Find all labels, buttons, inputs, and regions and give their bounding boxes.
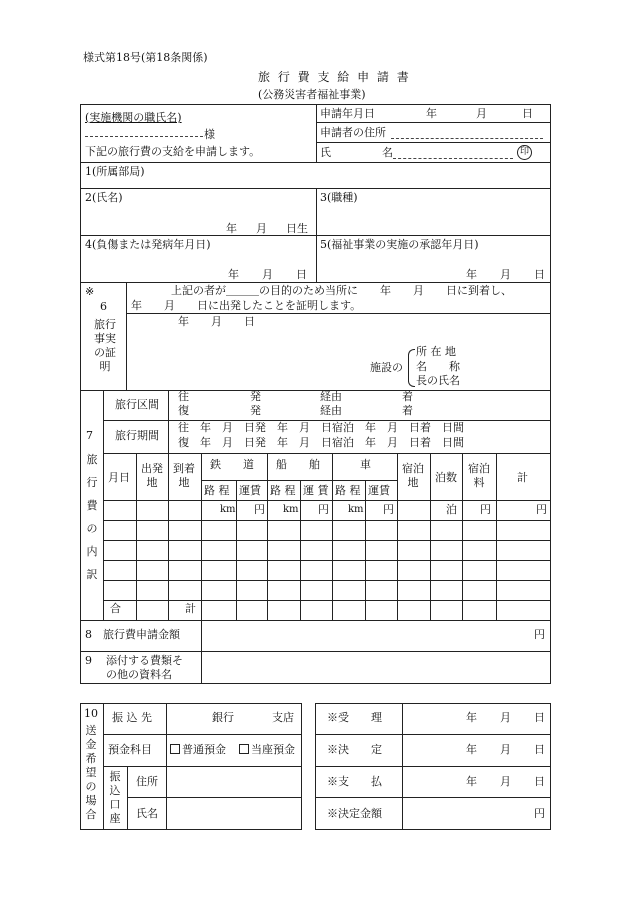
account-vertical-label: 振込口座 <box>109 770 121 825</box>
facility-prefix: 施設の <box>370 361 403 374</box>
return-chaku: 着 <box>402 404 413 417</box>
approval-year-label: 年 <box>466 268 477 281</box>
unit-rail-yen: 円 <box>254 503 265 516</box>
attachments-label-1: 添付する費類そ <box>106 654 183 667</box>
org-name-line[interactable] <box>85 136 203 137</box>
approval-day-label: 日 <box>534 268 545 281</box>
dept-label: 1(所属部局) <box>85 165 145 178</box>
transfer-dest-label: 振 込 先 <box>112 711 152 724</box>
facility-head: 長の氏名 <box>416 374 460 387</box>
applicant-name-label-2: 名 <box>382 146 393 159</box>
col-date: 月日 <box>108 471 130 484</box>
cert-mark: ※ <box>85 285 95 298</box>
car-fare: 運賃 <box>368 484 390 497</box>
app-month-label: 月 <box>476 107 487 120</box>
period-return: 復 年 月 日発 年 月 日宿泊 年 月 日着 日間 <box>178 436 464 449</box>
col-rail: 鉄 道 <box>210 458 254 471</box>
paid-year: 年 <box>466 775 477 788</box>
facility-name: 名 称 <box>416 360 460 373</box>
ordinary-checkbox[interactable] <box>170 744 180 754</box>
account-type-label: 預金科目 <box>108 743 152 756</box>
col-lodging-place: 宿泊地 <box>402 462 424 489</box>
return-label: 復 <box>178 404 189 417</box>
unit-car-yen: 円 <box>383 503 394 516</box>
name-label: 2(氏名) <box>85 191 123 204</box>
sama-label: 様 <box>204 128 215 141</box>
form-number: 様式第18号(第18条関係) <box>83 51 208 64</box>
office-decided-label: ※決 定 <box>327 743 382 756</box>
attachments-number: 9 <box>85 654 92 667</box>
travel-period-label: 旅行期間 <box>115 429 159 442</box>
sum-label-1: 合 <box>110 602 121 615</box>
request-text: 下記の旅行費の支給を申請します。 <box>85 145 261 158</box>
injury-month-label: 月 <box>262 268 273 281</box>
application-date-label: 申請年月日 <box>320 107 375 120</box>
birth-month-label: 月 <box>256 222 267 235</box>
col-lodging-fee: 宿泊料 <box>468 462 490 489</box>
facility-address: 所 在 地 <box>416 345 456 358</box>
sum-label-2: 計 <box>185 602 196 615</box>
received-month: 月 <box>500 711 511 724</box>
bank-label: 銀行 <box>212 711 234 724</box>
injury-year-label: 年 <box>228 268 239 281</box>
col-total: 計 <box>517 471 528 484</box>
received-day: 日 <box>534 711 545 724</box>
birth-day-label: 日生 <box>286 222 308 235</box>
travel-vertical-label: 旅行費の内訳 <box>86 453 98 581</box>
decided-day: 日 <box>534 743 545 756</box>
rail-fare: 運賃 <box>239 484 261 497</box>
current-label: 当座預金 <box>251 743 295 756</box>
form-title: 旅 行 費 支 給 申 請 書 <box>258 70 411 84</box>
unit-rail-km: km <box>220 504 236 515</box>
branch-label: 支店 <box>272 711 294 724</box>
paid-day: 日 <box>534 775 545 788</box>
ordinary-label: 普通預金 <box>182 743 226 756</box>
job-label: 3(職種) <box>320 191 358 204</box>
seal-mark: 印 <box>517 145 532 160</box>
travel-number: 7 <box>86 429 93 442</box>
amount-label: 8 旅行費申請金額 <box>85 628 180 641</box>
col-ship: 船 舶 <box>276 458 320 471</box>
received-year: 年 <box>466 711 477 724</box>
paid-month: 月 <box>500 775 511 788</box>
office-received-label: ※受 理 <box>327 711 382 724</box>
decided-year: 年 <box>466 743 477 756</box>
outbound-keiyu: 経由 <box>320 390 342 403</box>
return-keiyu: 経由 <box>320 404 342 417</box>
outbound-chaku: 着 <box>402 390 413 403</box>
rail-distance: 路 程 <box>204 484 230 497</box>
cert-line-2: 年 月 日に出発したことを証明します。 <box>131 299 362 312</box>
cert-number: 6 <box>100 300 107 313</box>
transfer-number: 10 <box>84 707 98 720</box>
attachments-label-2: の他の資料名 <box>106 668 172 681</box>
unit-ship-km: km <box>283 504 299 515</box>
injury-date-label: 4(負傷または発病年月日) <box>85 238 211 251</box>
col-car: 車 <box>360 458 371 471</box>
applicant-name-line[interactable] <box>393 158 513 159</box>
unit-total-yen: 円 <box>536 503 547 516</box>
transfer-vertical-label: 送金希望の場合 <box>85 724 97 821</box>
travel-section-label: 旅行区間 <box>115 398 159 411</box>
car-distance: 路 程 <box>335 484 361 497</box>
injury-day-label: 日 <box>296 268 307 281</box>
unit-car-km: km <box>348 504 364 515</box>
app-year-label: 年 <box>426 107 437 120</box>
birth-year-label: 年 <box>226 222 237 235</box>
approval-month-label: 月 <box>500 268 511 281</box>
facility-brace <box>408 349 415 387</box>
amount-unit: 円 <box>534 628 545 641</box>
col-departure: 出発地 <box>141 462 163 489</box>
unit-lodging-yen: 円 <box>480 503 491 516</box>
applicant-address-label: 申請者の住所 <box>320 126 386 139</box>
office-paid-label: ※支 払 <box>327 775 382 788</box>
cert-line-1: 上記の者が＿＿＿の目的のため当所に 年 月 日に到着し、 <box>171 284 512 297</box>
unit-ship-yen: 円 <box>318 503 329 516</box>
return-hatsu: 発 <box>250 404 261 417</box>
office-decided-amount-label: ※決定金額 <box>327 807 382 820</box>
ship-fare: 運 賃 <box>303 484 329 497</box>
current-deposit[interactable] <box>239 744 295 756</box>
cert-date: 年 月 日 <box>178 315 255 328</box>
decided-amount-unit: 円 <box>534 807 545 820</box>
form-subtitle: (公務災害者福祉事業) <box>258 88 366 101</box>
transfer-name-label: 氏名 <box>136 807 158 820</box>
ordinary-deposit[interactable] <box>170 744 226 756</box>
col-nights: 泊数 <box>435 471 457 484</box>
cert-vertical-label: 旅行事実の証明 <box>94 318 116 373</box>
applicant-address-line[interactable] <box>391 138 543 139</box>
current-checkbox[interactable] <box>239 744 249 754</box>
outbound-label: 往 <box>178 390 189 403</box>
org-label: (実施機関の職氏名) <box>85 111 182 124</box>
decided-month: 月 <box>500 743 511 756</box>
approval-date-label: 5(福祉事業の実施の承認年月日) <box>320 238 479 251</box>
transfer-address-label: 住所 <box>136 775 158 788</box>
applicant-name-label-1: 氏 <box>320 146 331 159</box>
col-arrival: 到着地 <box>173 462 195 489</box>
unit-nights: 泊 <box>446 503 457 516</box>
outbound-hatsu: 発 <box>250 390 261 403</box>
ship-distance: 路 程 <box>270 484 296 497</box>
period-outbound: 往 年 月 日発 年 月 日宿泊 年 月 日着 日間 <box>178 421 464 434</box>
app-day-label: 日 <box>522 107 533 120</box>
